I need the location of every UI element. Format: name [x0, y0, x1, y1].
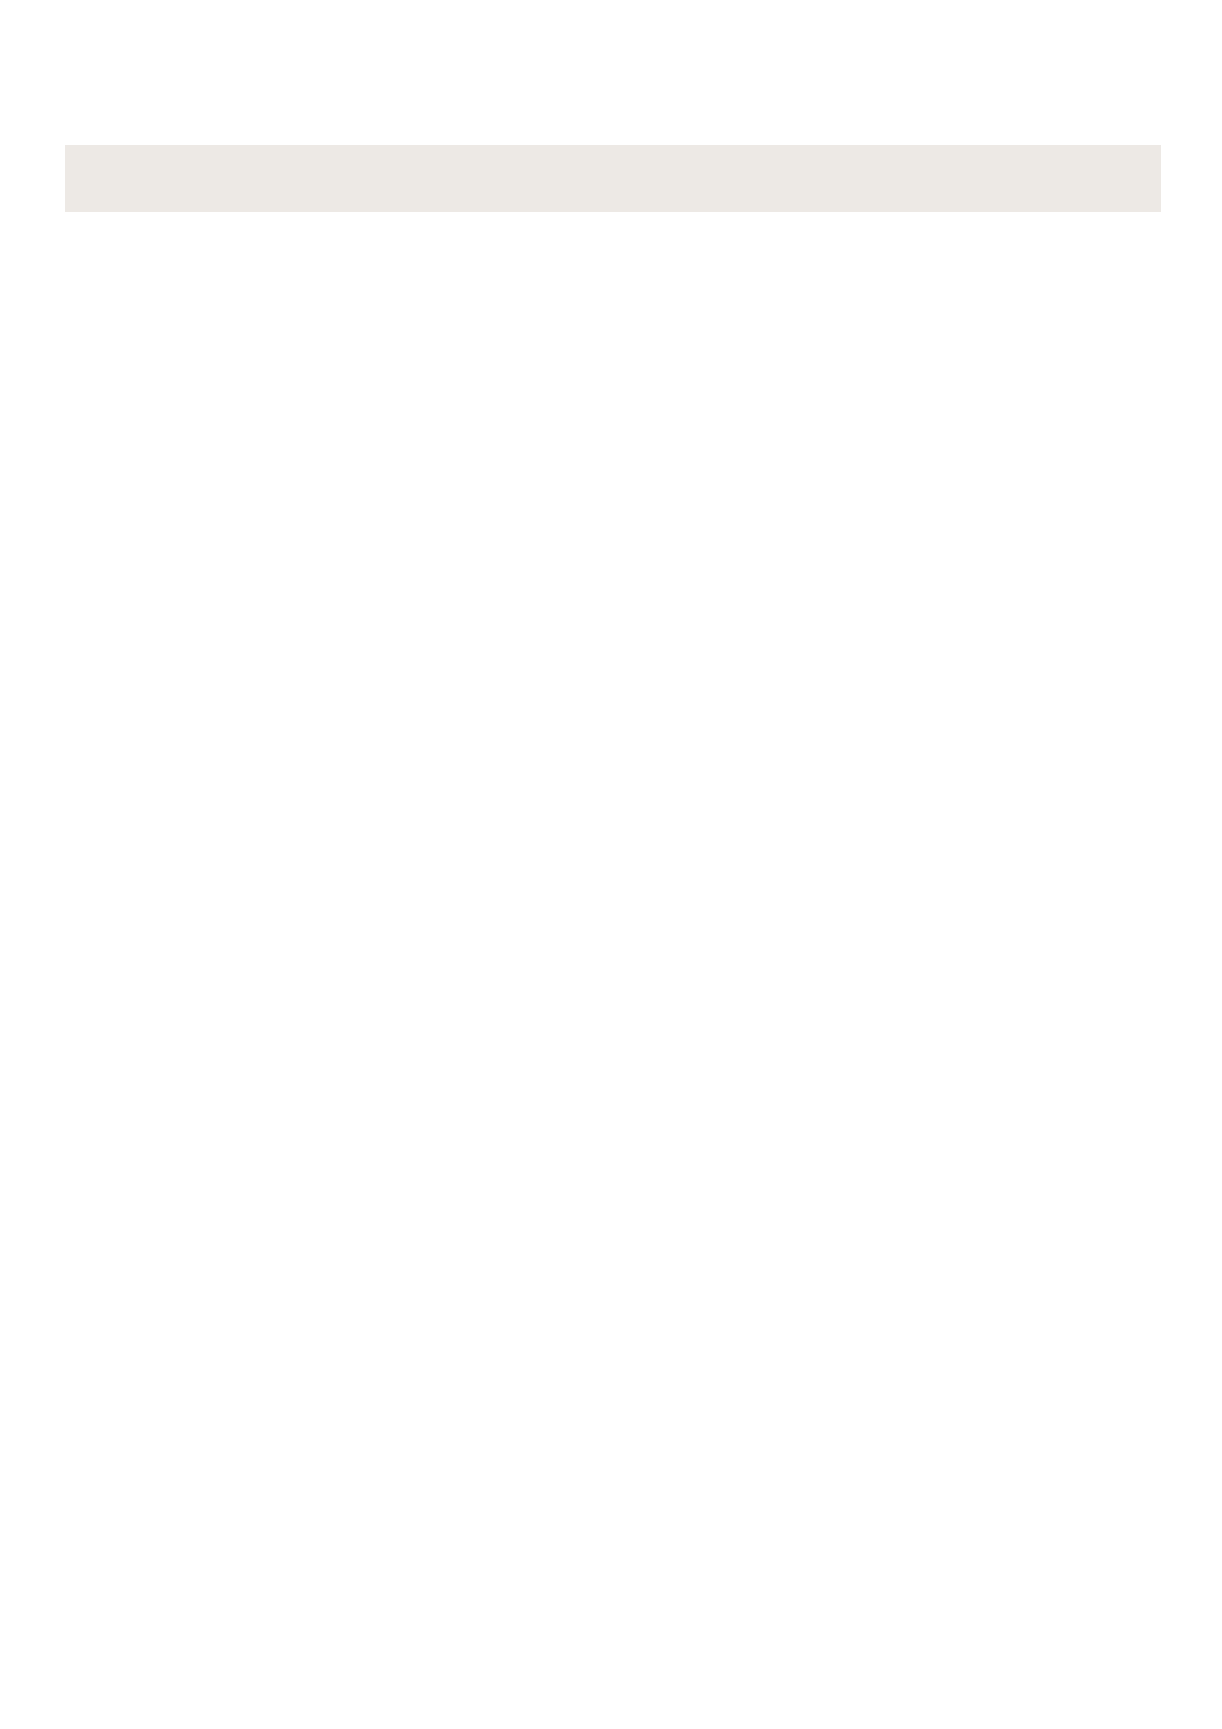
title-band [65, 145, 1161, 212]
menu-price-line [0, 1043, 1222, 1077]
